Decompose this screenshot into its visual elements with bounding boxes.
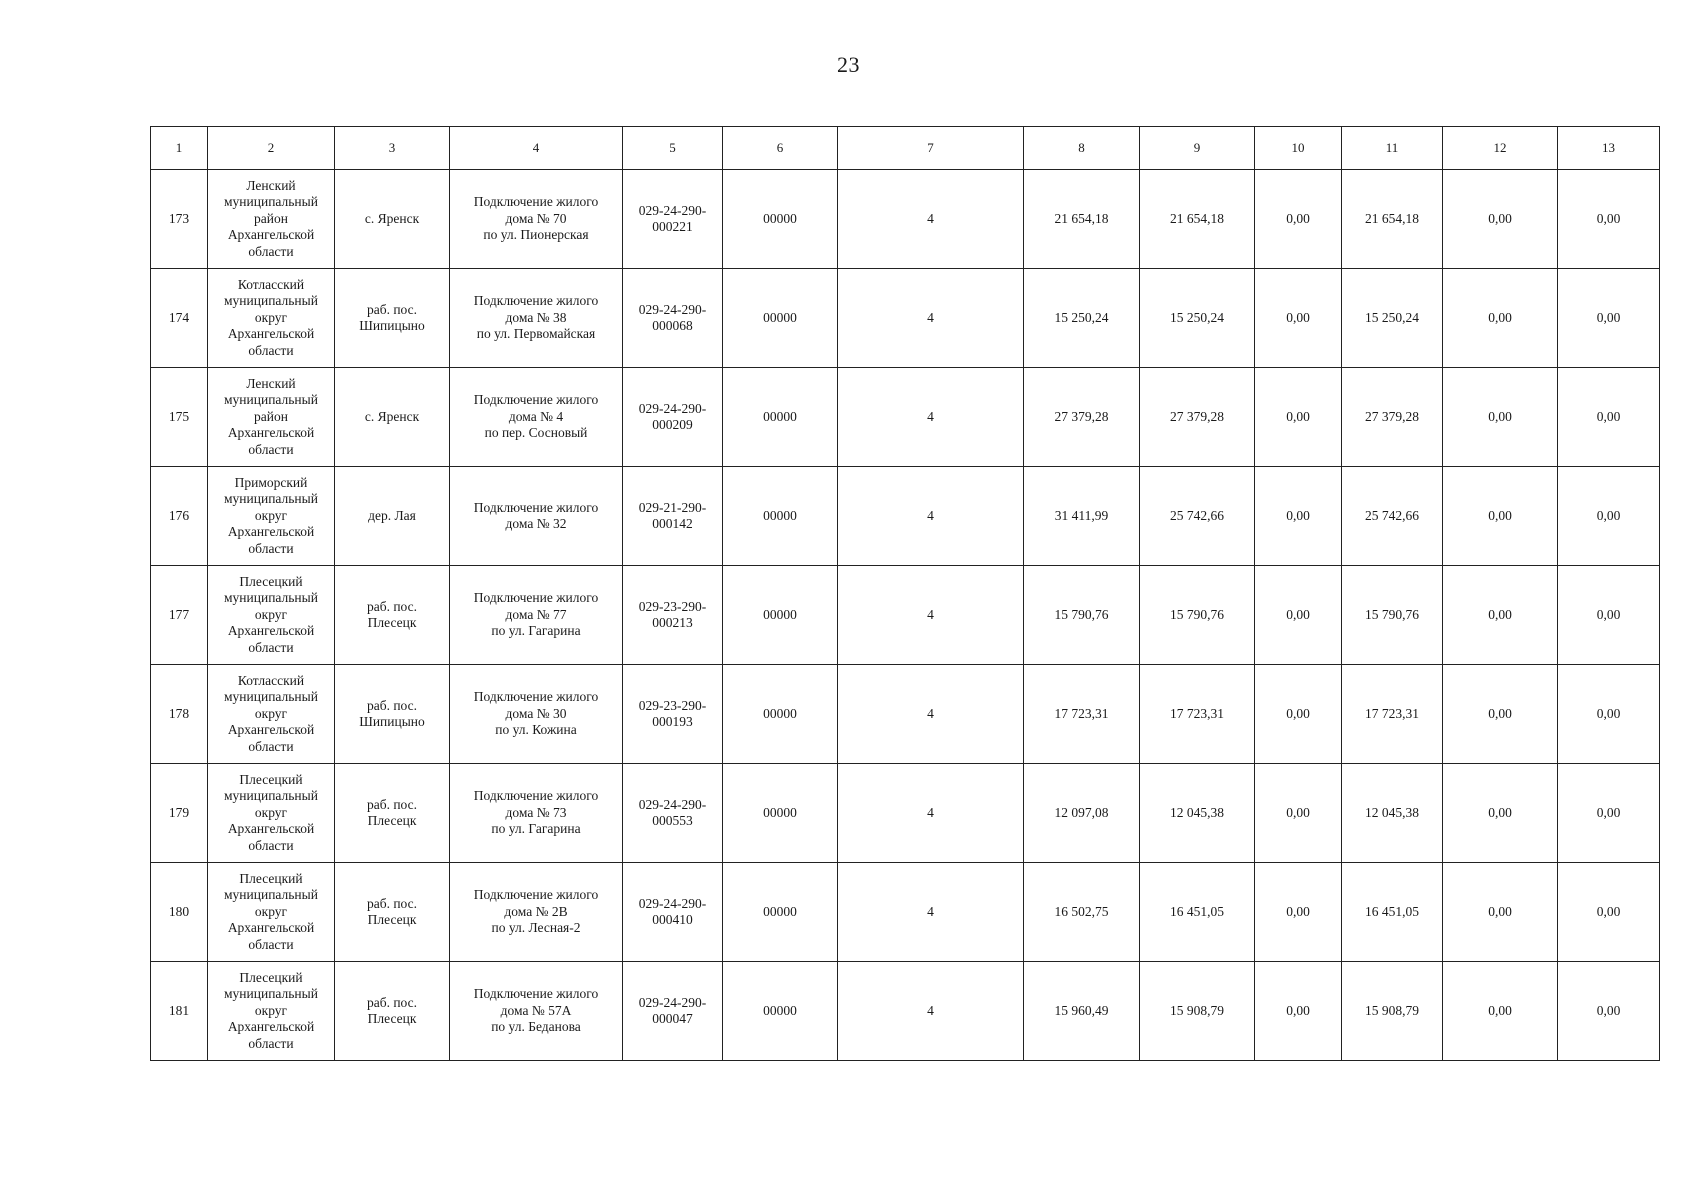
code-cell: 029-24-290- 000221 bbox=[623, 170, 723, 269]
code-cell: 029-23-290- 000213 bbox=[623, 566, 723, 665]
column-header: 13 bbox=[1558, 127, 1660, 170]
settlement-cell: с. Яренск bbox=[335, 368, 450, 467]
amount8-cell: 12 097,08 bbox=[1024, 764, 1140, 863]
amount12-cell: 0,00 bbox=[1443, 368, 1558, 467]
amount11-cell: 15 908,79 bbox=[1342, 962, 1443, 1061]
code2-cell: 00000 bbox=[723, 170, 838, 269]
amount11-cell: 25 742,66 bbox=[1342, 467, 1443, 566]
amount13-cell: 0,00 bbox=[1558, 962, 1660, 1061]
row-number-cell: 174 bbox=[151, 269, 208, 368]
amount12-cell: 0,00 bbox=[1443, 863, 1558, 962]
table-row bbox=[151, 467, 1660, 566]
table-row bbox=[151, 764, 1660, 863]
amount10-cell: 0,00 bbox=[1255, 566, 1342, 665]
amount10-cell: 0,00 bbox=[1255, 665, 1342, 764]
description-cell: Подключение жилого дома № 2В по ул. Лесная-2 bbox=[450, 863, 623, 962]
settlement-cell: раб. пос. Шипицыно bbox=[335, 269, 450, 368]
amount11-cell: 21 654,18 bbox=[1342, 170, 1443, 269]
value7-cell: 4 bbox=[838, 170, 1024, 269]
value7-cell: 4 bbox=[838, 566, 1024, 665]
code-cell: 029-23-290- 000193 bbox=[623, 665, 723, 764]
code2-cell: 00000 bbox=[723, 863, 838, 962]
column-header: 1 bbox=[151, 127, 208, 170]
settlement-cell: дер. Лая bbox=[335, 467, 450, 566]
row-number-cell: 173 bbox=[151, 170, 208, 269]
amount12-cell: 0,00 bbox=[1443, 269, 1558, 368]
amount8-cell: 17 723,31 bbox=[1024, 665, 1140, 764]
description-cell: Подключение жилого дома № 77 по ул. Гагарина bbox=[450, 566, 623, 665]
settlement-cell: раб. пос. Плесецк bbox=[335, 962, 450, 1061]
code2-cell: 00000 bbox=[723, 764, 838, 863]
column-header: 10 bbox=[1255, 127, 1342, 170]
amount9-cell: 15 250,24 bbox=[1140, 269, 1255, 368]
amount12-cell: 0,00 bbox=[1443, 566, 1558, 665]
table-row bbox=[151, 269, 1660, 368]
amount13-cell: 0,00 bbox=[1558, 467, 1660, 566]
code-cell: 029-24-290- 000410 bbox=[623, 863, 723, 962]
amount10-cell: 0,00 bbox=[1255, 170, 1342, 269]
code2-cell: 00000 bbox=[723, 665, 838, 764]
code2-cell: 00000 bbox=[723, 368, 838, 467]
amount10-cell: 0,00 bbox=[1255, 467, 1342, 566]
row-number-cell: 177 bbox=[151, 566, 208, 665]
settlement-cell: раб. пос. Шипицыно bbox=[335, 665, 450, 764]
row-number-cell: 178 bbox=[151, 665, 208, 764]
value7-cell: 4 bbox=[838, 665, 1024, 764]
column-header: 7 bbox=[838, 127, 1024, 170]
amount10-cell: 0,00 bbox=[1255, 863, 1342, 962]
amount13-cell: 0,00 bbox=[1558, 566, 1660, 665]
amount10-cell: 0,00 bbox=[1255, 962, 1342, 1061]
description-cell: Подключение жилого дома № 4 по пер. Сосновый bbox=[450, 368, 623, 467]
code-cell: 029-24-290- 000209 bbox=[623, 368, 723, 467]
table-row bbox=[151, 368, 1660, 467]
column-header: 5 bbox=[623, 127, 723, 170]
amount11-cell: 27 379,28 bbox=[1342, 368, 1443, 467]
amount10-cell: 0,00 bbox=[1255, 368, 1342, 467]
amount9-cell: 15 908,79 bbox=[1140, 962, 1255, 1061]
table-body bbox=[151, 170, 1660, 1061]
code-cell: 029-24-290- 000553 bbox=[623, 764, 723, 863]
value7-cell: 4 bbox=[838, 467, 1024, 566]
municipality-cell: Приморский муниципальный округ Архангельской области bbox=[208, 467, 335, 566]
amount11-cell: 16 451,05 bbox=[1342, 863, 1443, 962]
amount9-cell: 17 723,31 bbox=[1140, 665, 1255, 764]
amount8-cell: 16 502,75 bbox=[1024, 863, 1140, 962]
amount12-cell: 0,00 bbox=[1443, 467, 1558, 566]
amount13-cell: 0,00 bbox=[1558, 170, 1660, 269]
amount9-cell: 25 742,66 bbox=[1140, 467, 1255, 566]
table-row bbox=[151, 170, 1660, 269]
column-header: 9 bbox=[1140, 127, 1255, 170]
column-header: 3 bbox=[335, 127, 450, 170]
column-header: 2 bbox=[208, 127, 335, 170]
amount10-cell: 0,00 bbox=[1255, 269, 1342, 368]
data-table bbox=[150, 126, 1660, 1061]
value7-cell: 4 bbox=[838, 764, 1024, 863]
value7-cell: 4 bbox=[838, 269, 1024, 368]
description-cell: Подключение жилого дома № 70 по ул. Пионерская bbox=[450, 170, 623, 269]
table-row bbox=[151, 665, 1660, 764]
amount9-cell: 15 790,76 bbox=[1140, 566, 1255, 665]
municipality-cell: Котласский муниципальный округ Архангельской области bbox=[208, 665, 335, 764]
code-cell: 029-24-290- 000047 bbox=[623, 962, 723, 1061]
amount8-cell: 27 379,28 bbox=[1024, 368, 1140, 467]
amount11-cell: 15 250,24 bbox=[1342, 269, 1443, 368]
settlement-cell: раб. пос. Плесецк bbox=[335, 764, 450, 863]
column-header: 4 bbox=[450, 127, 623, 170]
amount8-cell: 15 250,24 bbox=[1024, 269, 1140, 368]
amount9-cell: 21 654,18 bbox=[1140, 170, 1255, 269]
value7-cell: 4 bbox=[838, 368, 1024, 467]
amount11-cell: 15 790,76 bbox=[1342, 566, 1443, 665]
code-cell: 029-21-290- 000142 bbox=[623, 467, 723, 566]
amount12-cell: 0,00 bbox=[1443, 170, 1558, 269]
row-number-cell: 181 bbox=[151, 962, 208, 1061]
column-header: 6 bbox=[723, 127, 838, 170]
value7-cell: 4 bbox=[838, 863, 1024, 962]
table-row bbox=[151, 863, 1660, 962]
municipality-cell: Плесецкий муниципальный округ Архангельской области bbox=[208, 764, 335, 863]
table-row bbox=[151, 566, 1660, 665]
amount13-cell: 0,00 bbox=[1558, 368, 1660, 467]
value7-cell: 4 bbox=[838, 962, 1024, 1061]
column-header: 11 bbox=[1342, 127, 1443, 170]
municipality-cell: Ленский муниципальный район Архангельской области bbox=[208, 368, 335, 467]
description-cell: Подключение жилого дома № 57А по ул. Беданова bbox=[450, 962, 623, 1061]
row-number-cell: 179 bbox=[151, 764, 208, 863]
row-number-cell: 176 bbox=[151, 467, 208, 566]
amount12-cell: 0,00 bbox=[1443, 962, 1558, 1061]
description-cell: Подключение жилого дома № 32 bbox=[450, 467, 623, 566]
municipality-cell: Ленский муниципальный район Архангельской области bbox=[208, 170, 335, 269]
code2-cell: 00000 bbox=[723, 269, 838, 368]
amount13-cell: 0,00 bbox=[1558, 863, 1660, 962]
amount11-cell: 12 045,38 bbox=[1342, 764, 1443, 863]
amount13-cell: 0,00 bbox=[1558, 665, 1660, 764]
amount8-cell: 15 790,76 bbox=[1024, 566, 1140, 665]
code2-cell: 00000 bbox=[723, 962, 838, 1061]
municipality-cell: Плесецкий муниципальный округ Архангельской области bbox=[208, 863, 335, 962]
amount10-cell: 0,00 bbox=[1255, 764, 1342, 863]
settlement-cell: раб. пос. Плесецк bbox=[335, 566, 450, 665]
municipality-cell: Плесецкий муниципальный округ Архангельской области bbox=[208, 962, 335, 1061]
row-number-cell: 180 bbox=[151, 863, 208, 962]
description-cell: Подключение жилого дома № 30 по ул. Кожина bbox=[450, 665, 623, 764]
settlement-cell: раб. пос. Плесецк bbox=[335, 863, 450, 962]
description-cell: Подключение жилого дома № 38 по ул. Первомайская bbox=[450, 269, 623, 368]
page-number: 23 bbox=[837, 52, 860, 77]
amount12-cell: 0,00 bbox=[1443, 764, 1558, 863]
code2-cell: 00000 bbox=[723, 566, 838, 665]
column-header: 12 bbox=[1443, 127, 1558, 170]
amount8-cell: 21 654,18 bbox=[1024, 170, 1140, 269]
amount8-cell: 15 960,49 bbox=[1024, 962, 1140, 1061]
description-cell: Подключение жилого дома № 73 по ул. Гагарина bbox=[450, 764, 623, 863]
code-cell: 029-24-290- 000068 bbox=[623, 269, 723, 368]
amount9-cell: 16 451,05 bbox=[1140, 863, 1255, 962]
amount8-cell: 31 411,99 bbox=[1024, 467, 1140, 566]
amount9-cell: 27 379,28 bbox=[1140, 368, 1255, 467]
table-row bbox=[151, 962, 1660, 1061]
header-row bbox=[151, 127, 1660, 170]
amount13-cell: 0,00 bbox=[1558, 764, 1660, 863]
municipality-cell: Котласский муниципальный округ Архангельской области bbox=[208, 269, 335, 368]
amount11-cell: 17 723,31 bbox=[1342, 665, 1443, 764]
settlement-cell: с. Яренск bbox=[335, 170, 450, 269]
amount13-cell: 0,00 bbox=[1558, 269, 1660, 368]
municipality-cell: Плесецкий муниципальный округ Архангельской области bbox=[208, 566, 335, 665]
code2-cell: 00000 bbox=[723, 467, 838, 566]
column-header: 8 bbox=[1024, 127, 1140, 170]
row-number-cell: 175 bbox=[151, 368, 208, 467]
amount12-cell: 0,00 bbox=[1443, 665, 1558, 764]
amount9-cell: 12 045,38 bbox=[1140, 764, 1255, 863]
